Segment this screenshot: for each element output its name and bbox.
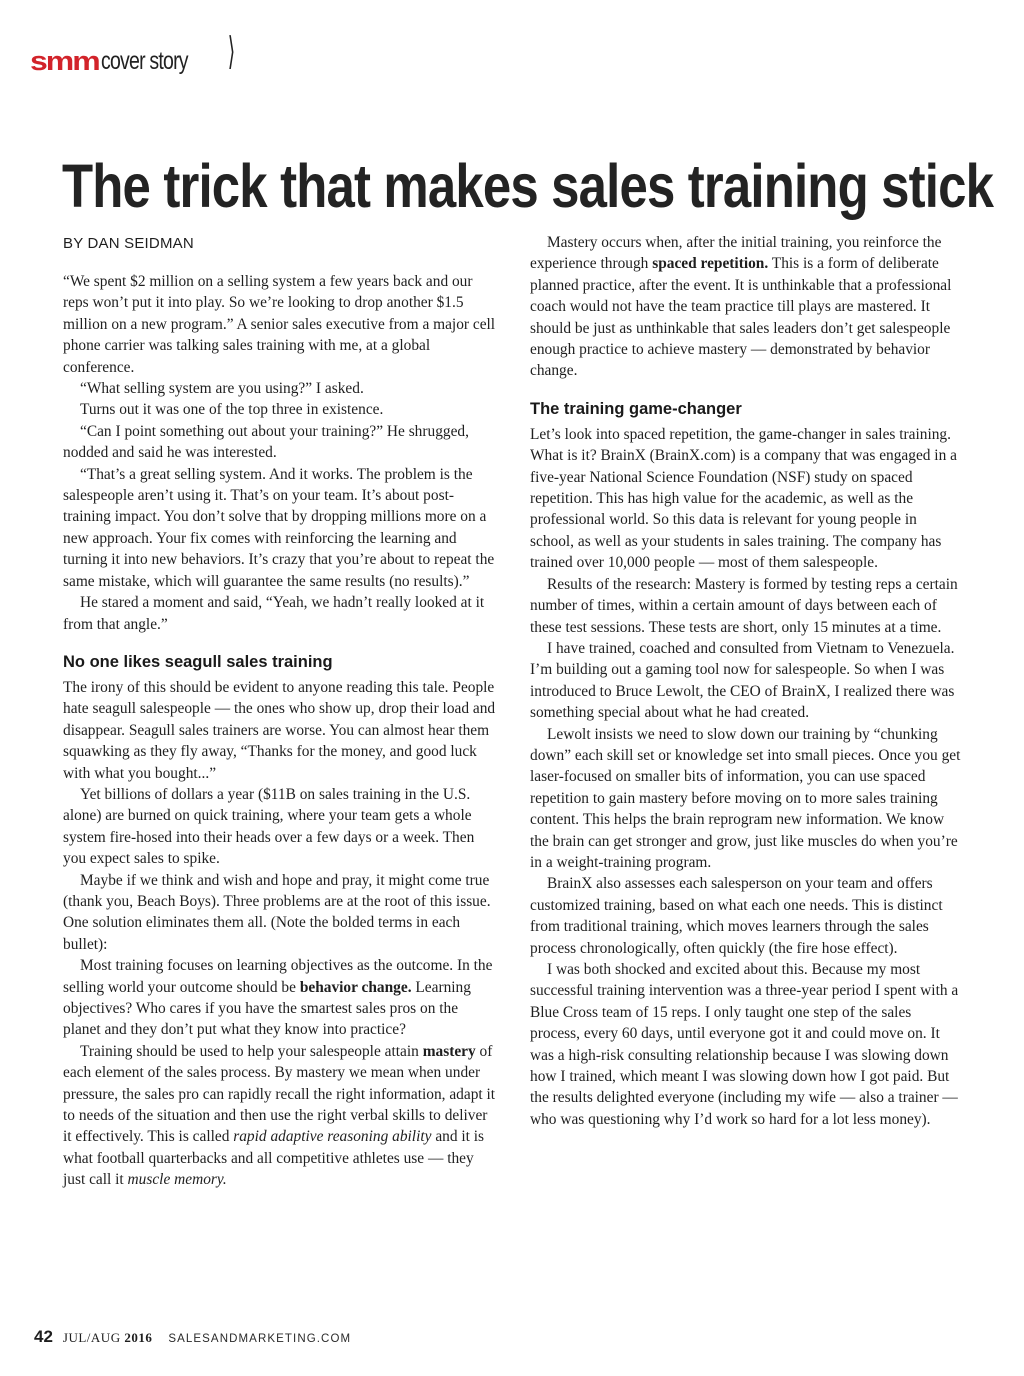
italic-term: rapid adaptive reasoning ability bbox=[233, 1128, 432, 1146]
issue-year: 2016 bbox=[124, 1330, 153, 1345]
text-run: Turns out it was one of the top three in existence. bbox=[80, 401, 384, 419]
paragraph bbox=[530, 873, 962, 959]
text-run: Yet billions of dollars a year ($11B on sales training in the U.S. alone) are burned on quick training, where your team gets a whole system fire-hosed into their heads over a few days or a week. Then you expect sales to spike. bbox=[63, 785, 475, 868]
text-run: I have trained, coached and consulted from Vietnam to Venezuela. I’m building out a gaming tool now for salespeople. So when I was introduced to Bruce Lewolt, the CEO of BrainX, I realized there was something special about what he had created. bbox=[530, 639, 955, 722]
bold-term: behavior change. bbox=[299, 978, 412, 996]
paragraph bbox=[63, 784, 497, 870]
paragraph bbox=[530, 574, 962, 638]
paragraph bbox=[530, 424, 962, 574]
section-header bbox=[30, 29, 236, 76]
issue-month: JUL/AUG bbox=[62, 1330, 125, 1345]
text-run: Mastery occurs when, after the initial training, you reinforce the experience through bbox=[530, 234, 942, 273]
paragraph bbox=[63, 464, 497, 592]
paragraph bbox=[63, 870, 497, 956]
article-column-right bbox=[530, 232, 962, 1130]
italic-term: muscle memory. bbox=[127, 1171, 227, 1189]
text-run: Lewolt insists we need to slow down our training by “chunking down” each skill set or knowledge set into small pieces. Once you get laser-focused on smaller bits of information, you can use spaced repetition to gain mastery before moving on to more sales training content. This helps the brain reprogram new information. We know the brain can get stronger and grow, just like muscles do when you’re in a weight-training program. bbox=[530, 725, 961, 871]
paragraph bbox=[63, 271, 497, 378]
text-run: “That’s a great selling system. And it works. The problem is the salespeople aren’t using it. That’s on your team. It’s about post-training impact. You don’t solve that by dropping millions more on a new approach. Your fix comes with reinforcing the learning and turning it into new behaviors. It’s crazy that you’re about to repeat the same mistake, which will guarantee the same results (no results).” bbox=[63, 465, 495, 590]
text-run: of each element of the sales process. By mastery we mean when under pressure, the sales pro can rapidly recall the right information, adapt it to needs of the situation and then use the right verbal skills to deliver it effectively. This is called bbox=[63, 1042, 496, 1146]
paragraph bbox=[63, 955, 497, 1041]
text-run: Learning objectives? Who cares if you have the smartest sales pros on the planet and they don’t put what they know into practice? bbox=[63, 978, 471, 1039]
text-run: I was both shocked and excited about this. Because my most successful training intervention was a three-year period I spent with a Blue Cross team of 15 reps. I only taught one step of the sales process, every 60 days, until everyone got it and could move on. It was a high-risk consulting relationship because I was slowing down how I trained, which meant I was slowing down how I got paid. But the results delighted everyone (including my wife — also a trainer — who was questioning why I’d work so hard for a lot less money). bbox=[530, 961, 959, 1128]
paragraph bbox=[63, 378, 497, 399]
byline: BY DAN SEIDMAN bbox=[63, 235, 194, 252]
paragraph bbox=[63, 1041, 497, 1191]
paragraph bbox=[530, 724, 962, 874]
text-run: Let’s look into spaced repetition, the game-changer in sales training. What is it? BrainX (BrainX.com) is a company that was engaged in a five-year National Science Foundation (NSF) study on spaced repetition. This has high value for the academic, as well as the professional world. So this data is relevant for young people in school, as well as your students in sales training. The company has trained over 10,000 people — most of them salespeople. bbox=[530, 425, 957, 572]
text-run: “Can I point something out about your training?” He shrugged, nodded and said he was interested. bbox=[63, 422, 469, 462]
paragraph bbox=[530, 959, 962, 1130]
text-run: Training should be used to help your salespeople attain bbox=[80, 1042, 423, 1060]
text-run: “We spent $2 million on a selling system a few years back and our reps won’t put it into play. So we’re looking to drop another $1.5 million on a new program.” A senior sales executive from a major cell phone carrier was talking sales training with me, at a global conference. bbox=[63, 273, 496, 376]
text-run: Maybe if we think and wish and hope and pray, it might come true (thank you, Beach Boys). Three problems are at the root of this issue. One solution eliminates them all. (Note the bolded terms in each bullet): bbox=[63, 871, 491, 953]
subheading: The training game-changer bbox=[530, 399, 742, 418]
bold-term: spaced repetition. bbox=[652, 255, 769, 273]
text-run: and it is what football quarterbacks and all competitive athletes use — they just call it bbox=[63, 1128, 485, 1189]
brand-logo: smm bbox=[30, 45, 99, 76]
text-run: “What selling system are you using?” I asked. bbox=[80, 380, 364, 398]
paragraph bbox=[530, 232, 962, 382]
paragraph bbox=[63, 677, 497, 784]
page-number: 42 bbox=[34, 1327, 53, 1346]
text-run: Results of the research: Mastery is formed by testing reps a certain number of times, within a certain amount of days between each of these test sessions. These tests are short, only 15 minutes at a time. bbox=[530, 575, 958, 636]
text-run: The irony of this should be evident to anyone reading this tale. People hate seagull salespeople — the ones who show up, drop their load and disappear. Seagull sales trainers are worse. You can almost hear them squawking as they fly away, “Thanks for the money, and good luck with what you bought...” bbox=[63, 678, 496, 782]
article-column-left bbox=[63, 232, 497, 1191]
paragraph bbox=[63, 592, 497, 635]
page-footer bbox=[34, 1327, 351, 1347]
paragraph bbox=[63, 399, 497, 420]
text-run: Most training focuses on learning objectives as the outcome. In the selling world your outcome should be bbox=[63, 957, 493, 996]
issue-date bbox=[63, 1330, 152, 1346]
section-label: cover story bbox=[100, 47, 188, 75]
paragraph bbox=[530, 638, 962, 724]
text-run: This is a form of deliberate planned practice, after the event. It is unthinkable that a professional coach would not have the team practice till plays are mastered. It should be just as unthinkable that sales leaders don’t get salespeople enough practice to achieve mastery — demonstrated by behavior change. bbox=[530, 255, 952, 380]
text-run: He stared a moment and said, “Yeah, we hadn’t really looked at it from that angle.” bbox=[63, 594, 485, 633]
text-run: BrainX also assesses each salesperson on your team and offers customized training, based on what each one needs. This is distinct from traditional training, which moves learners through the sales process chronologically, often quickly (the fire hose effect). bbox=[530, 875, 943, 957]
paragraph bbox=[63, 421, 497, 464]
chevron-right-icon: ⟩ bbox=[227, 29, 236, 73]
bold-term: mastery bbox=[422, 1042, 476, 1060]
subheading: No one likes seagull sales training bbox=[63, 652, 333, 671]
website-name: SALESANDMARKETING.COM bbox=[168, 1333, 352, 1345]
article-title: The trick that makes sales training stick bbox=[62, 152, 994, 220]
